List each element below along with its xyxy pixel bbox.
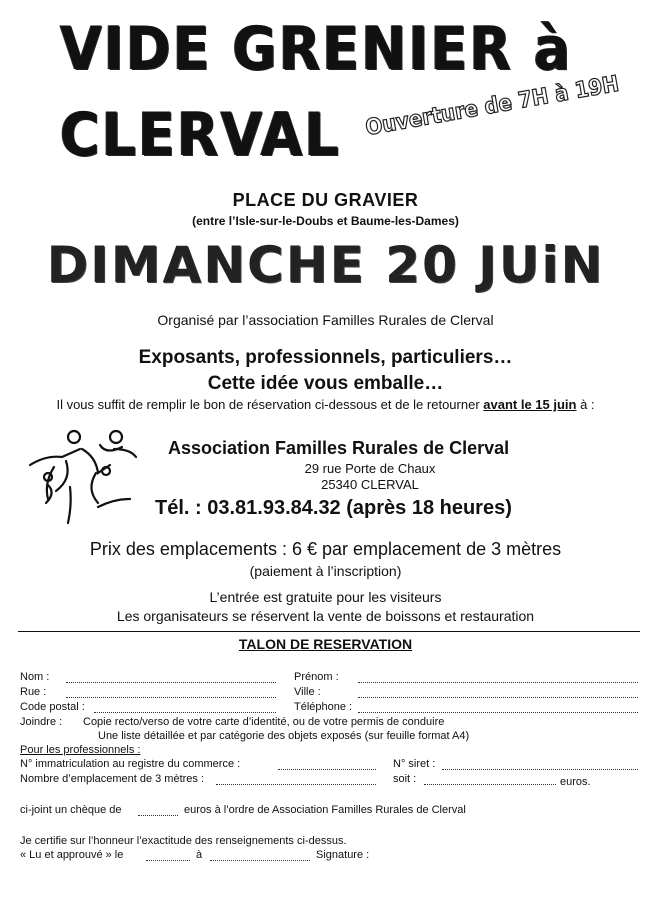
siret-label: N° siret : [393, 758, 436, 770]
instruction-deadline: avant le 15 juin [483, 397, 577, 412]
instruction-post: à : [576, 397, 595, 412]
joindre-label: Joindre : [20, 716, 63, 728]
place-field[interactable] [210, 850, 310, 861]
code-postal-label: Code postal : [20, 701, 85, 713]
siret-field[interactable] [442, 759, 638, 770]
section-divider [18, 631, 640, 632]
dancing-figures-icon [26, 427, 146, 527]
entry-line: L’entrée est gratuite pour les visiteurs [209, 589, 442, 605]
price-line: Prix des emplacements : 6 € par emplacement de 3 mètres [89, 539, 562, 559]
opening-hours: Ouverture de 7H à 19H [363, 71, 621, 141]
telephone-label: Téléphone : [294, 701, 353, 713]
payment-note: (paiement à l’inscription) [249, 563, 402, 579]
a-label: à [196, 849, 203, 861]
signature-label: Signature : [316, 849, 370, 861]
immatriculation-field[interactable] [278, 759, 376, 770]
association-name: Association Familles Rurales de Clerval [168, 438, 510, 458]
prenom-field[interactable] [358, 672, 638, 683]
ville-field[interactable] [358, 687, 638, 698]
form-title: TALON DE RESERVATION [238, 636, 413, 652]
idee-line: Cette idée vous emballe… [207, 373, 444, 394]
exposants-line: Exposants, professionnels, particuliers… [138, 347, 513, 368]
association-street: 29 rue Porte de Chaux [304, 461, 436, 476]
joindre-item-1: Copie recto/verso de votre carte d’identité, ou de votre permis de conduire [83, 716, 445, 728]
ville-label: Ville : [294, 686, 321, 698]
telephone-field[interactable] [358, 702, 638, 713]
approved-label: « Lu et approuvé » le [20, 849, 124, 861]
cheque-post: euros à l’ordre de Association Familles Rurales de Clerval [184, 804, 466, 816]
nom-label: Nom : [20, 671, 50, 683]
title-line-1: VIDE GRENIER à [60, 14, 573, 84]
cheque-pre: ci-joint un chèque de [20, 804, 122, 816]
nb-emplacement-field[interactable] [216, 774, 376, 785]
association-city: 25340 CLERVAL [321, 477, 419, 492]
rue-label: Rue : [20, 686, 47, 698]
place-detail: (entre l’Isle-sur-le-Doubs et Baume-les-Dames) [192, 214, 459, 228]
pro-heading: Pour les professionnels : [20, 744, 141, 756]
soit-field[interactable] [424, 774, 556, 785]
organiser-line: Organisé par l’association Familles Rurales de Clerval [157, 312, 494, 328]
joindre-item-2: Une liste détaillée et par catégorie des objets exposés (sur feuille format A4) [98, 730, 470, 742]
instruction-line [0, 397, 651, 412]
place-name: PLACE DU GRAVIER [232, 190, 419, 210]
nom-field[interactable] [66, 672, 276, 683]
association-phone: Tél. : 03.81.93.84.32 (après 18 heures) [155, 497, 512, 519]
certify-line: Je certifie sur l’honneur l’exactitude des renseignements ci-dessus. [20, 835, 347, 847]
cheque-amount-field[interactable] [138, 805, 178, 816]
prenom-label: Prénom : [294, 671, 339, 683]
title-line-2: CLERVAL [60, 100, 341, 170]
event-date: DIMANCHE 20 JUiN [46, 236, 605, 294]
nb-emplacement-label: Nombre d’emplacement de 3 mètres : [20, 773, 205, 785]
rue-field[interactable] [66, 687, 276, 698]
date-field[interactable] [146, 850, 190, 861]
soit-label: soit : [393, 773, 417, 785]
code-postal-field[interactable] [94, 702, 276, 713]
immatriculation-label: N° immatriculation au registre du commerce : [20, 758, 241, 770]
refreshments-line: Les organisateurs se réservent la vente de boissons et restauration [116, 608, 535, 624]
euros-label: euros. [560, 776, 591, 788]
instruction-pre: Il vous suffit de remplir le bon de réservation ci-dessous et de le retourner [56, 397, 484, 412]
